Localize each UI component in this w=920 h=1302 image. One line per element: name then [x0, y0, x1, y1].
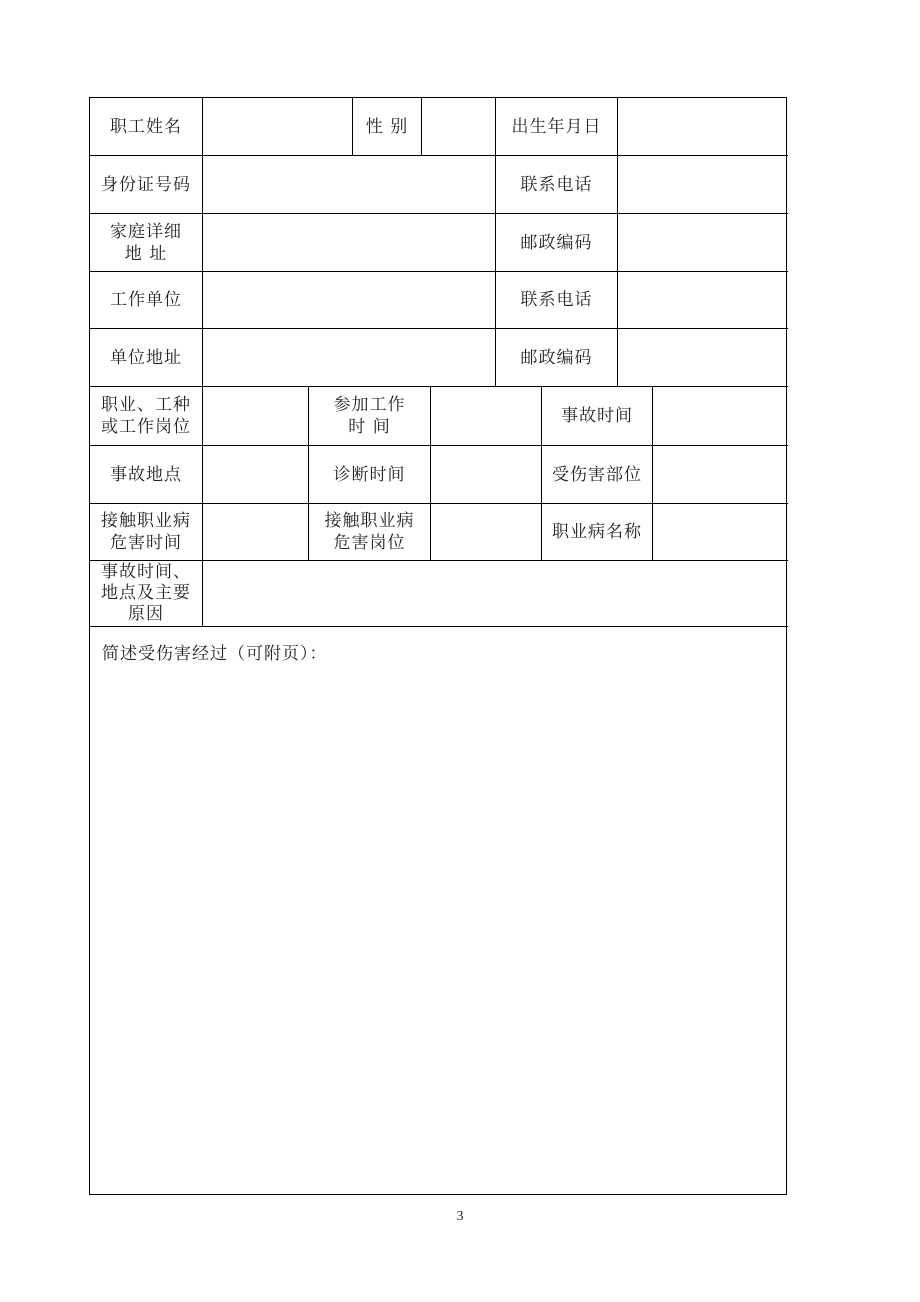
id-number-label: 身份证号码: [101, 174, 191, 195]
injury-narrative-field[interactable]: [90, 627, 788, 1194]
home-address-field[interactable]: [203, 214, 495, 271]
accident-place-label: 事故地点: [110, 464, 182, 485]
accident-place-field[interactable]: [203, 446, 308, 503]
work-start-label: 参加工作 时 间: [333, 395, 406, 437]
injury-narrative-label: 简述受伤害经过（可附页）：: [102, 644, 328, 664]
page-number: 3: [456, 1209, 464, 1224]
employer-field[interactable]: [203, 272, 495, 328]
accident-summary-label: 事故时间、 地点及主要 原因: [101, 562, 191, 624]
exposure-post-field[interactable]: [431, 504, 541, 560]
injury-report-form: [89, 97, 787, 1195]
birth-date-label: 出生年月日: [511, 116, 602, 137]
birth-date-field[interactable]: [618, 98, 788, 155]
name-label: 职工姓名: [110, 116, 182, 137]
exposure-time-label: 接触职业病 危害时间: [101, 511, 191, 553]
accident-time-field[interactable]: [653, 387, 788, 445]
phone-label: 联系电话: [520, 174, 593, 195]
diagnosis-time-label: 诊断时间: [333, 464, 406, 485]
occupation-label: 职业、工种 或工作岗位: [101, 395, 191, 437]
accident-summary-field[interactable]: [203, 561, 788, 626]
employer-address-label: 单位地址: [110, 347, 182, 368]
injured-part-label: 受伤害部位: [552, 464, 642, 485]
id-number-field[interactable]: [203, 156, 495, 213]
employer-postal-code-label: 邮政编码: [520, 347, 593, 368]
exposure-time-field[interactable]: [203, 504, 308, 560]
occupation-field[interactable]: [203, 387, 308, 445]
disease-name-field[interactable]: [653, 504, 788, 560]
postal-code-label: 邮政编码: [520, 232, 593, 253]
accident-time-label: 事故时间: [561, 406, 633, 426]
employer-postal-code-field[interactable]: [618, 329, 788, 386]
employer-label: 工作单位: [110, 290, 182, 310]
gender-label: 性 别: [365, 116, 409, 137]
name-field[interactable]: [203, 98, 352, 155]
exposure-post-label: 接触职业病 危害岗位: [324, 511, 415, 553]
home-address-label: 家庭详细 地 址: [110, 221, 182, 264]
gender-field[interactable]: [422, 98, 495, 155]
employer-phone-field[interactable]: [618, 272, 788, 328]
employer-address-field[interactable]: [203, 329, 495, 386]
work-start-field[interactable]: [431, 387, 541, 445]
diagnosis-time-field[interactable]: [431, 446, 541, 503]
injured-part-field[interactable]: [653, 446, 788, 503]
phone-field[interactable]: [618, 156, 788, 213]
employer-phone-label: 联系电话: [520, 290, 593, 310]
postal-code-field[interactable]: [618, 214, 788, 271]
disease-name-label: 职业病名称: [552, 522, 642, 542]
